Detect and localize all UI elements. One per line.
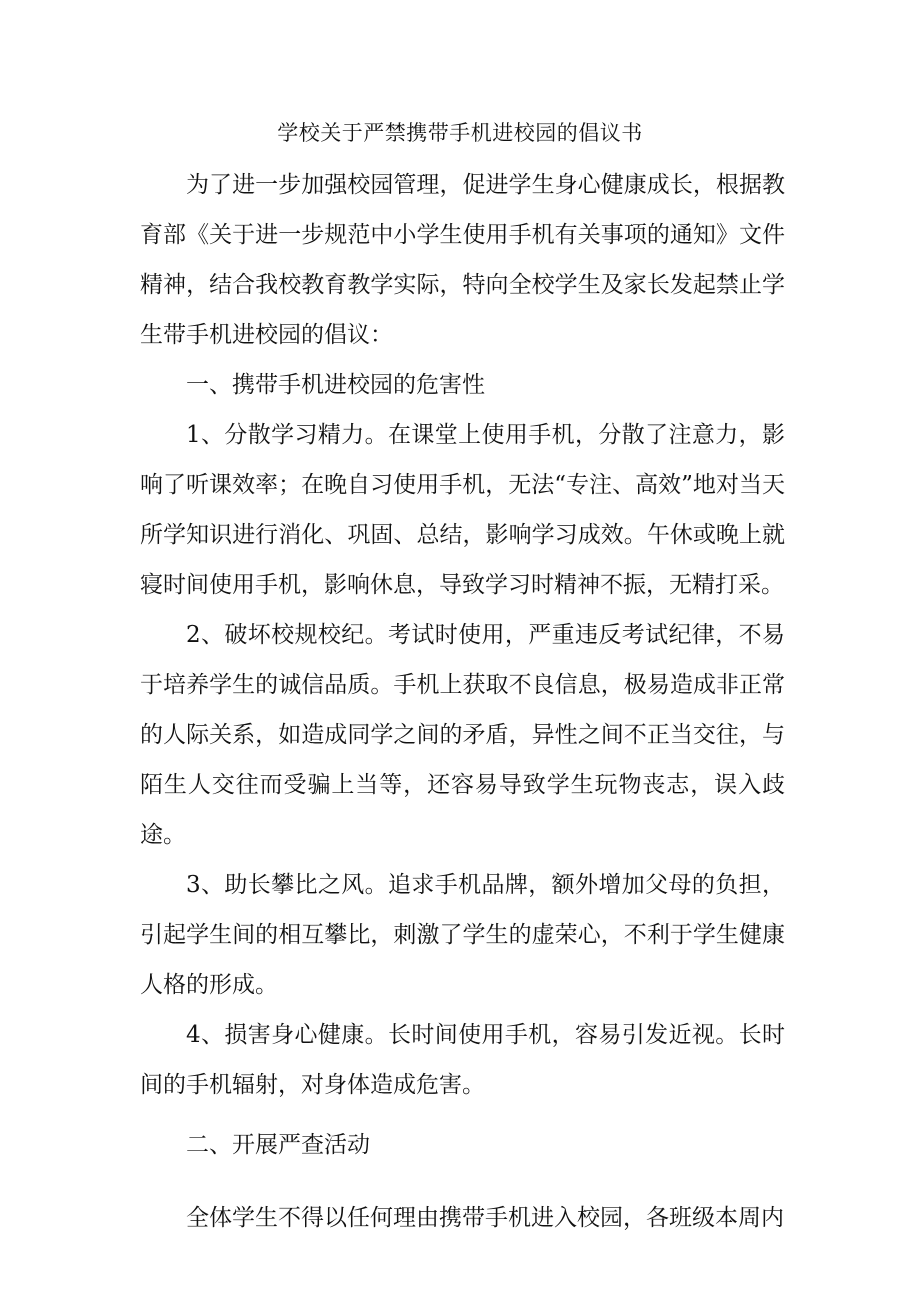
- document-title: 学校关于严禁携带手机进校园的倡议书: [277, 121, 643, 145]
- point-paragraph-2: 2、破坏校规校纪。考试时使用，严重违反考试纪律，不易于培养学生的诚信品质。手机上获取不良信息，极易造成非正常的人际关系，如造成同学之间的矛盾，异性之间不正当交往，与陌生人交往而受骗上当等，还容易导致学生玩物丧志，误入歧途。: [140, 622, 785, 848]
- section-heading-2: 二、开展严查活动: [186, 1132, 370, 1158]
- point-paragraph-4: 4、损害身心健康。长时间使用手机，容易引发近视。长时间的手机辐射，对身体造成危害。: [140, 1022, 785, 1098]
- point-paragraph-3: 3、助长攀比之风。追求手机品牌，额外增加父母的负担，引起学生间的相互攀比，刺激了学生的虚荣心，不利于学生健康人格的形成。: [140, 872, 785, 998]
- intro-paragraph: 为了进一步加强校园管理，促进学生身心健康成长，根据教育部《关于进一步规范中小学生使用手机有关事项的通知》文件精神，结合我校教育教学实际，特向全校学生及家长发起禁止学生带手机进校园的倡议：: [140, 172, 785, 348]
- section-2-paragraph: 全体学生不得以任何理由携带手机进入校园，各班级本周内: [186, 1205, 784, 1231]
- section-heading-1: 一、携带手机进校园的危害性: [186, 372, 485, 398]
- point-paragraph-1: 1、分散学习精力。在课堂上使用手机，分散了注意力，影响了听课效率；在晚自习使用手机，无法“专注、高效”地对当天所学知识进行消化、巩固、总结，影响学习成效。午休或晚上就寝时间使用手机，影响休息，导致学习时精神不振，无精打采。: [140, 422, 785, 598]
- document-body: [140, 160, 785, 1266]
